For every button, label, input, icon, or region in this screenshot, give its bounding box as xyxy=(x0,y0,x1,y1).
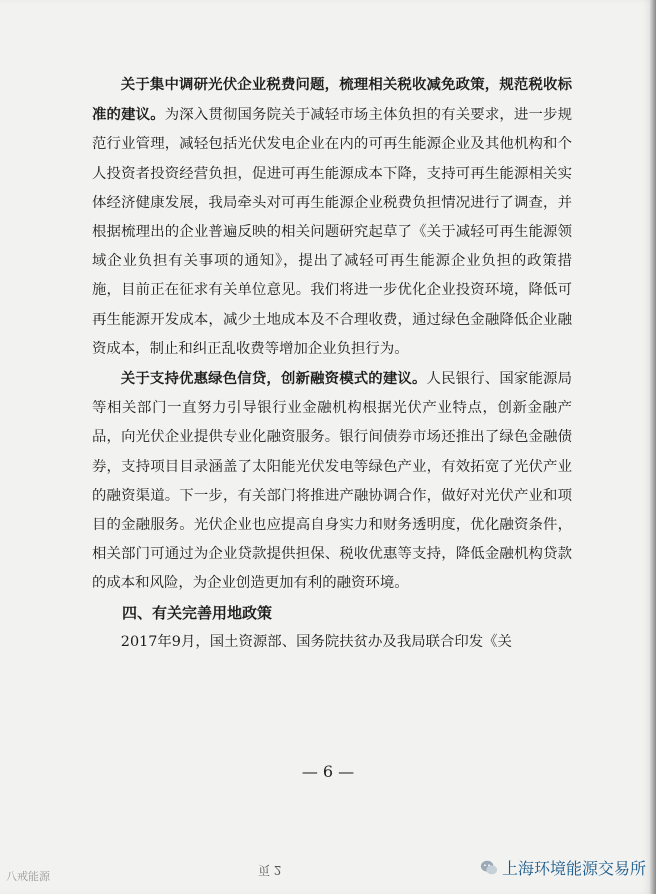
page-edge-shadow xyxy=(650,0,656,894)
watermark-right xyxy=(480,856,646,879)
paragraph-land-policy: 2017年9月，国土资源部、国务院扶贫办及我局联合印发《关 xyxy=(120,633,512,650)
paragraph-lead: 关于集中调研光伏企业税费问题，梳理相关税收减免政策，规范税收标准的建议。 xyxy=(92,76,572,124)
paragraph-green-credit xyxy=(92,364,572,599)
bleed-through-mark: 页 2 xyxy=(258,863,282,877)
paragraph-lead: 关于支持优惠绿色信贷，创新融资模式的建议。 xyxy=(120,370,427,388)
watermark-left: 八戒能源 xyxy=(6,871,50,883)
section-heading: 四、有关完善用地政策 xyxy=(122,603,273,622)
watermark-right-text: 上海环境能源交易所 xyxy=(501,861,646,878)
paragraph-text: 人民银行、国家能源局等相关部门一直努力引导银行业金融机构根据光伏产业特点，创新金融产品，向光伏企业提供专业化融资服务。银行间债券市场还推出了绿色金融债券，支持项目目录涵盖了太阳能光伏发电等绿色产业，有效拓宽了光伏产业的融资渠道。下一步，有关部门将推进产融协调合作，做好对光伏产业和项目的金融服务。光伏企业也应提高自身实力和财务透明度，优化融资条件，相关部门可通过为企业贷款提供担保、税收优惠等支持，降低金融机构贷款的成本和风险，为企业创造更加有利的融资环境。 xyxy=(92,371,572,592)
paragraph-tax-policy xyxy=(92,70,572,364)
page-number: — 6 — xyxy=(301,762,355,781)
paragraph-text: 为深入贯彻国务院关于减轻市场主体负担的有关要求，进一步规范行业管理，减轻包括光伏发电企业在内的可再生能源企业及其他机构和个人投资者投资经营负担，促进可再生能源成本下降，支持可再生能源相关实体经济健康发展，我局牵头对可再生能源企业税费负担情况进行了调查，并根据梳理出的企业普遍反映的相关问题研究起草了《关于减轻可再生能源领域企业负担有关事项的通知》，提出了减轻可再生能源企业负担的政策措施，目前正在征求有关单位意见。我们将进一步优化企业投资环境，降低可再生能源开发成本，减少土地成本及不合理收费，通过绿色金融降低企业融资成本，制止和纠正乱收费等增加企业负担行为。 xyxy=(92,107,572,357)
wechat-icon xyxy=(480,859,498,877)
document-body xyxy=(92,70,572,657)
